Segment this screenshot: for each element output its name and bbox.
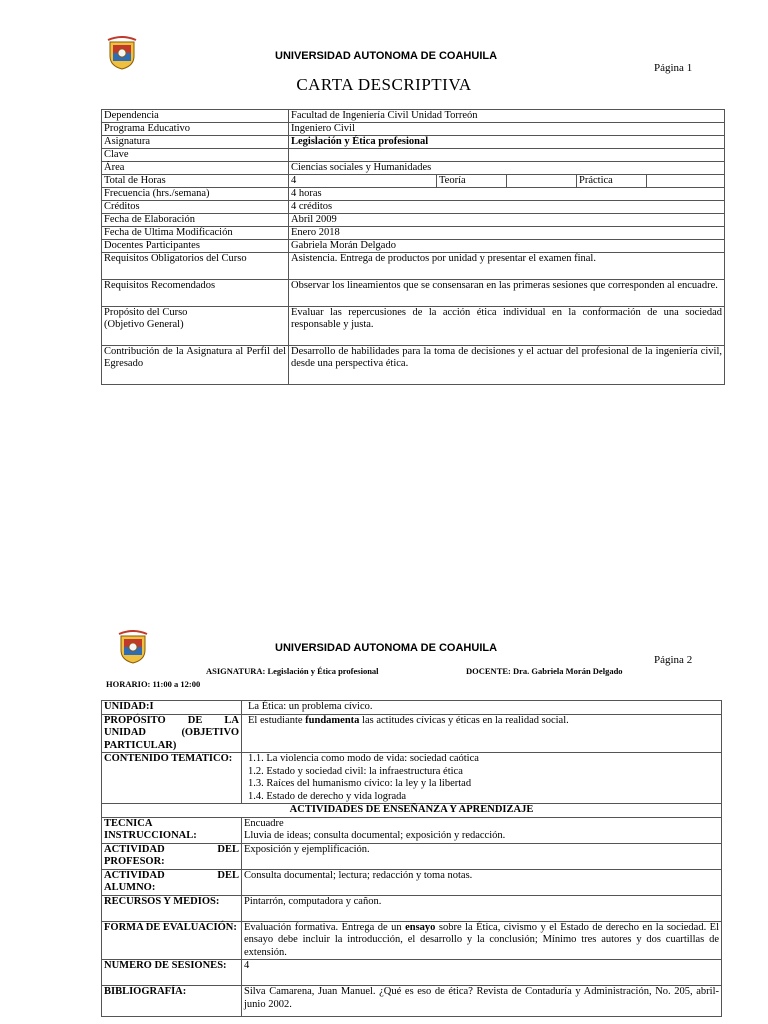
asignatura-label: ASIGNATURA bbox=[206, 666, 263, 676]
profesor-value: Exposición y ejemplificación. bbox=[242, 843, 722, 869]
table-row bbox=[102, 714, 722, 753]
recursos-label: RECURSOS Y MEDIOS: bbox=[102, 895, 242, 921]
row-label: Clave bbox=[102, 149, 289, 162]
row-value: Facultad de Ingeniería Civil Unidad Torreón bbox=[289, 110, 725, 123]
row-label: Programa Educativo bbox=[102, 123, 289, 136]
university-name: UNIVERSIDAD AUTONOMA DE COAHUILA bbox=[275, 50, 498, 62]
university-name: UNIVERSIDAD AUTONOMA DE COAHUILA bbox=[275, 642, 498, 654]
docente-header bbox=[466, 666, 623, 676]
row-value: Asistencia. Entrega de productos por unidad y presentar el examen final. bbox=[289, 253, 725, 280]
bibliografia-value: Silva Camarena, Juan Manuel. ¿Qué es eso de ética? Revista de Contaduría y Administración, No. 205, abril-junio 2002. bbox=[242, 986, 722, 1017]
table-row bbox=[102, 175, 725, 188]
table-row bbox=[102, 188, 725, 201]
unit-table bbox=[101, 700, 722, 1017]
forma-text: Evaluación formativa. Entrega de un bbox=[244, 921, 406, 933]
row-label: Frecuencia (hrs./semana) bbox=[102, 188, 289, 201]
row-label: Docentes Participantes bbox=[102, 240, 289, 253]
contenido-value bbox=[242, 753, 722, 804]
table-row bbox=[102, 227, 725, 240]
list-item: 1.4. Estado de derecho y vida lograda bbox=[248, 790, 407, 802]
table-row bbox=[102, 921, 722, 960]
table-row bbox=[102, 960, 722, 986]
row-label: Créditos bbox=[102, 201, 289, 214]
university-crest-logo bbox=[117, 630, 149, 664]
row-label: Requisitos Recomendados bbox=[102, 280, 289, 307]
row-label bbox=[102, 307, 289, 346]
teoria-label: Teoría bbox=[437, 175, 507, 188]
row-label: Requisitos Obligatorios del Curso bbox=[102, 253, 289, 280]
table-row bbox=[102, 307, 725, 346]
practica-label: Práctica bbox=[577, 175, 647, 188]
table-row bbox=[102, 110, 725, 123]
row-label: Dependencia bbox=[102, 110, 289, 123]
docente-label: DOCENTE bbox=[466, 666, 509, 676]
table-row bbox=[102, 804, 722, 818]
row-label-line2: (Objetivo General) bbox=[104, 319, 184, 330]
row-value: Desarrollo de habilidades para la toma de decisiones y el actuar del profesional de la ingeniería civil, desde una perspectiva ética. bbox=[289, 346, 725, 385]
table-row bbox=[102, 149, 725, 162]
row-value bbox=[289, 149, 725, 162]
tecnica-label: TECNICA INSTRUCCIONAL: bbox=[102, 817, 242, 843]
table-row bbox=[102, 895, 722, 921]
university-crest-logo bbox=[106, 36, 138, 70]
row-value: Observar los lineamientos que se consensaran en las primeras sesiones que corresponden al encuadre. bbox=[289, 280, 725, 307]
unidad-label: UNIDAD:I bbox=[102, 701, 242, 715]
list-item: 1.3. Raíces del humanismo cívico: la ley y la libertad bbox=[248, 778, 472, 789]
row-value: Evaluar las repercusiones de la acción ética individual en la conformación de una sociedad responsable y justa. bbox=[289, 307, 725, 346]
table-row bbox=[102, 280, 725, 307]
alumno-value: Consulta documental; lectura; redacción y toma notas. bbox=[242, 869, 722, 895]
row-value: Ciencias sociales y Humanidades bbox=[289, 162, 725, 175]
page-number-label: Página 2 bbox=[654, 654, 693, 666]
row-label: Total de Horas bbox=[102, 175, 289, 188]
proposito-text-end: las actitudes cívicas y éticas en la realidad social. bbox=[359, 714, 569, 726]
row-value: 4 créditos bbox=[289, 201, 725, 214]
proposito-label: PROPÓSITO DE LA UNIDAD (OBJETIVO PARTICULAR) bbox=[102, 714, 242, 753]
row-value: 4 horas bbox=[289, 188, 725, 201]
unidad-value: La Ética: un problema cívico. bbox=[242, 701, 722, 715]
proposito-value bbox=[242, 714, 722, 753]
bibliografia-label: BIBLIOGRAFÍA: bbox=[102, 986, 242, 1017]
tecnica-line1: Encuadre bbox=[244, 817, 284, 829]
alumno-label: ACTIVIDAD DEL ALUMNO: bbox=[102, 869, 242, 895]
row-value: Abril 2009 bbox=[289, 214, 725, 227]
asignatura-header bbox=[206, 666, 379, 676]
document-title: CARTA DESCRIPTIVA bbox=[296, 75, 472, 94]
table-row bbox=[102, 162, 725, 175]
contenido-label: CONTENIDO TEMATICO: bbox=[102, 753, 242, 804]
row-value: 4 bbox=[289, 175, 437, 188]
table-row bbox=[102, 253, 725, 280]
row-label: Asignatura bbox=[102, 136, 289, 149]
row-label: Fecha de Elaboración bbox=[102, 214, 289, 227]
row-label: Contribución de la Asignatura al Perfil del Egresado bbox=[102, 346, 289, 385]
list-item: 1.1. La violencia como modo de vida: sociedad caótica bbox=[248, 753, 479, 764]
table-row bbox=[102, 701, 722, 715]
sesiones-label: NUMERO DE SESIONES: bbox=[102, 960, 242, 986]
table-row bbox=[102, 201, 725, 214]
row-value: Gabriela Morán Delgado bbox=[289, 240, 725, 253]
forma-bold: ensayo bbox=[405, 921, 436, 933]
proposito-bold: fundamenta bbox=[305, 714, 360, 726]
asignatura-value: : Legislación y Ética profesional bbox=[262, 666, 379, 676]
table-row bbox=[102, 986, 722, 1017]
table-row bbox=[102, 123, 725, 136]
row-value: Ingeniero Civil bbox=[289, 123, 725, 136]
teoria-value bbox=[507, 175, 577, 188]
forma-value bbox=[242, 921, 722, 960]
table-row bbox=[102, 214, 725, 227]
row-label: Área bbox=[102, 162, 289, 175]
table-row bbox=[102, 240, 725, 253]
recursos-value: Pintarrón, computadora y cañon. bbox=[242, 895, 722, 921]
docente-value: : Dra. Gabriela Morán Delgado bbox=[508, 666, 623, 676]
row-label: Fecha de Ultima Modificación bbox=[102, 227, 289, 240]
row-value: Enero 2018 bbox=[289, 227, 725, 240]
tecnica-value bbox=[242, 817, 722, 843]
actividades-header: ACTIVIDADES DE ENSEÑANZA Y APRENDIZAJE bbox=[102, 804, 722, 818]
table-row bbox=[102, 869, 722, 895]
practica-value bbox=[647, 175, 725, 188]
sesiones-value: 4 bbox=[242, 960, 722, 986]
row-value: Legislación y Ética profesional bbox=[289, 136, 725, 149]
table-row bbox=[102, 346, 725, 385]
table-row bbox=[102, 817, 722, 843]
tecnica-line2: Lluvia de ideas; consulta documental; exposición y redacción. bbox=[244, 830, 506, 841]
horario-header: HORARIO: 11:00 a 12:00 bbox=[106, 679, 201, 689]
list-item: 1.2. Estado y sociedad civil: la infraestructura ética bbox=[248, 765, 463, 777]
profesor-label: ACTIVIDAD DEL PROFESOR: bbox=[102, 843, 242, 869]
proposito-text: El estudiante bbox=[248, 714, 306, 726]
table-row bbox=[102, 843, 722, 869]
course-info-table bbox=[101, 109, 725, 385]
forma-label: FORMA DE EVALUACIÓN: bbox=[102, 921, 242, 960]
table-row bbox=[102, 136, 725, 149]
table-row bbox=[102, 753, 722, 804]
forma-text-end: sobre la Ética, civismo y el Estado de derecho en la sociedad. El ensayo debe incluir la introducción, el desarrollo y la conclusión; Mínimo tres autores y dos cuartillas de extensión. bbox=[244, 921, 719, 958]
row-label-line1: Propósito del Curso bbox=[104, 307, 188, 318]
page-number-label: Página 1 bbox=[654, 62, 693, 74]
